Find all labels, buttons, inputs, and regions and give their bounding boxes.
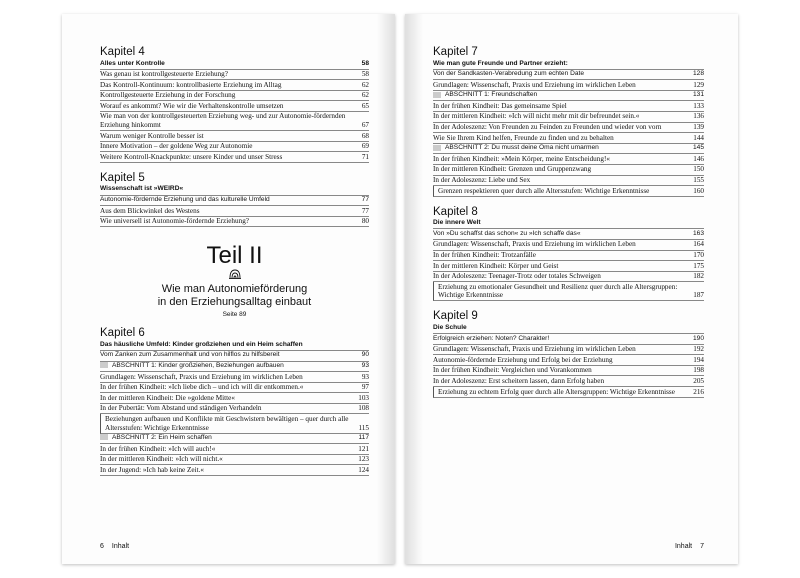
- chapter-heading: Kapitel 8: [433, 205, 478, 218]
- toc-entry-page: 190: [692, 334, 704, 342]
- toc-entry-page: 97: [361, 383, 369, 392]
- page-number: 7: [700, 543, 704, 550]
- toc-entry: [433, 366, 704, 377]
- toc-entry: [433, 229, 704, 240]
- toc-entry: [100, 80, 369, 91]
- toc-entry: [100, 142, 369, 153]
- toc-entry-text: Alles unter Kontrolle: [100, 59, 165, 67]
- toc-entry-title: [433, 60, 704, 69]
- toc-entry-title: [100, 60, 362, 69]
- toc-entry-page: 205: [693, 376, 704, 385]
- toc-entry: [433, 70, 704, 81]
- toc-entry-page: 128: [692, 70, 704, 78]
- toc-list: [100, 185, 369, 227]
- toc-entry-title: [433, 345, 693, 354]
- toc-entry-title: [100, 341, 369, 350]
- toc-entry: [100, 101, 369, 112]
- toc-entry-page: 58: [361, 59, 369, 67]
- toc-entry: [433, 251, 704, 262]
- toc-entry: [433, 219, 704, 230]
- toc-entry-page: 108: [358, 404, 369, 413]
- summary-entry: [100, 414, 369, 433]
- toc-entry-text: Grundlagen: Wissenschaft, Praxis und Erziehung im wirklichen Leben: [433, 80, 636, 89]
- toc-entry: [100, 185, 369, 196]
- toc-entry-page: 175: [693, 261, 704, 270]
- summary-entry: [433, 387, 704, 398]
- section-marker-icon: [433, 92, 441, 98]
- toc-entry-text: In der frühen Kindheit: »Ich will auch!«: [100, 444, 216, 453]
- toc-entry-page: 182: [693, 272, 704, 281]
- toc-entry-page: 90: [361, 351, 369, 359]
- toc-entry-page: 139: [693, 123, 704, 132]
- toc-entry-text: In der Jugend: »Ich hab keine Zeit.«: [100, 465, 204, 474]
- toc-entry-title: [433, 176, 693, 185]
- toc-entry: [433, 59, 704, 70]
- toc-entry-text: Autonomie-fördernde Erziehung und das kulturelle Umfeld: [100, 196, 270, 204]
- toc-list: [433, 219, 704, 302]
- toc-entry-title: [433, 335, 693, 344]
- toc-entry-title: [433, 377, 693, 386]
- toc-entry-text: Vom Zanken zum Zusammenhalt und von hilflos zu hilfsbereit: [100, 351, 280, 359]
- toc-entry: [100, 465, 369, 476]
- toc-entry-page: 163: [692, 229, 704, 237]
- toc-entry-text: In der frühen Kindheit: Vergleichen und Vorankommen: [433, 366, 592, 375]
- toc-entry-text: Von »Du schaffst das schon« zu »Ich schaffe das«: [433, 229, 581, 237]
- chapter-heading: Kapitel 4: [100, 46, 145, 58]
- toc-entry-page: 146: [693, 154, 704, 163]
- toc-entry-title: [100, 196, 362, 205]
- toc-entry: [433, 80, 704, 91]
- toc-entry-text: Kontrollgesteuerte Erziehung in der Forschung: [100, 91, 236, 100]
- toc-entry-title: [438, 283, 693, 300]
- toc-entry-title: [433, 81, 693, 90]
- toc-entry-title: [433, 155, 693, 164]
- footer-label: Inhalt: [674, 543, 693, 550]
- toc-entry-title: [433, 240, 693, 249]
- toc-entry-title: [105, 415, 358, 432]
- toc-entry-text: Wie man gute Freunde und Partner erzieht:: [433, 59, 568, 67]
- toc-entry: [100, 152, 369, 163]
- toc-entry-title: [433, 91, 693, 100]
- toc-entry-page: 71: [361, 152, 369, 161]
- toc-entry-title: [100, 394, 358, 403]
- toc-entry-page: 124: [358, 465, 369, 474]
- part-subtitle-line2: in den Erziehungsalltag einbaut: [157, 296, 312, 309]
- toc-entry: [433, 123, 704, 134]
- toc-entry-page: 131: [692, 91, 704, 99]
- toc-entry-title: [100, 445, 358, 454]
- toc-entry: [100, 206, 369, 217]
- toc-entry-title: [100, 434, 358, 443]
- toc-entry-text: In der Pubertät: Vom Abstand und ständigen Verhandeln: [100, 404, 262, 413]
- toc-entry: [100, 217, 369, 228]
- toc-entry-text: In der Adoleszenz: Liebe und Sex: [433, 176, 531, 185]
- toc-entry-title: [433, 366, 693, 375]
- toc-entry-title: [433, 230, 693, 239]
- toc-entry-page: 77: [361, 196, 369, 204]
- summary-entry: [433, 282, 704, 301]
- toc-entry: [100, 372, 369, 383]
- toc-entry-text: In der frühen Kindheit: Trotzanfälle: [433, 251, 536, 259]
- toc-entry-title: [100, 81, 362, 90]
- toc-entry-text: ABSCHNITT 2: Ein Heim schaffen: [112, 434, 212, 442]
- toc-entry-title: [433, 251, 693, 260]
- toc-entry: [433, 176, 704, 187]
- toc-entry-page: 93: [361, 362, 369, 369]
- toc-entry-page: 216: [693, 387, 704, 396]
- toc-entry: [100, 91, 369, 102]
- toc-entry-text: In der frühen Kindheit: Das gemeinsame Spiel: [433, 101, 567, 110]
- toc-entry: [433, 323, 704, 334]
- toc-entry-text: Wissenschaft ist »WEIRD«: [100, 185, 184, 193]
- toc-entry-text: In der mittleren Kindheit: Körper und Geist: [433, 261, 559, 270]
- toc-entry-title: [100, 404, 358, 413]
- toc-entry: [100, 196, 369, 207]
- toc-entry-title: [100, 91, 362, 100]
- part-page: Seite 89: [222, 311, 247, 319]
- toc-entry-text: Weitere Kontroll-Knackpunkte: unsere Kinder und unser Stress: [100, 152, 283, 161]
- toc-entry: [100, 393, 369, 404]
- toc-entry-title: [100, 112, 362, 129]
- toc-entry: [433, 334, 704, 345]
- toc-entry: [100, 383, 369, 394]
- toc-entry: [433, 345, 704, 356]
- toc-list: [100, 59, 369, 163]
- toc-entry-title: [433, 112, 693, 121]
- toc-entry-text: In der Adoleszenz: Von Freunden zu Feinden zu Freunden und wieder von vorn: [433, 123, 662, 132]
- toc-entry-text: Von der Sandkasten-Verabredung zum echten Date: [433, 70, 585, 78]
- toc-entry-text: Beziehungen aufbauen und Konflikte mit Geschwistern bewältigen – quer durch alle Altersstufen: Wichtige Erkenntnisse: [105, 414, 349, 432]
- toc-entry-page: 69: [361, 142, 369, 151]
- toc-entry-page: 160: [693, 186, 704, 195]
- toc-entry: [433, 272, 704, 283]
- toc-entry: [100, 59, 369, 70]
- toc-entry-text: Wie man von der kontrollgesteuerten Erziehung weg- und zur Autonomie-fördernden Erziehung hinkommt: [100, 112, 346, 130]
- toc-entry-text: Erfolgreich erziehen: Noten? Charakter!: [433, 334, 550, 342]
- toc-entry-title: [433, 356, 693, 365]
- toc-entry: [433, 154, 704, 165]
- toc-entry-page: 115: [358, 423, 369, 432]
- toc-entry-title: [100, 132, 362, 141]
- toc-entry-page: 170: [693, 251, 704, 259]
- section-entry: [100, 434, 369, 445]
- section-entry: [100, 362, 369, 373]
- toc-entry-page: 145: [692, 144, 704, 152]
- gutter-shadow: [405, 14, 423, 564]
- toc-entry-title: [433, 102, 693, 111]
- toc-entry-title: [100, 217, 362, 226]
- toc-entry-text: In der frühen Kindheit: »Mein Körper, meine Entscheidung!«: [433, 154, 610, 163]
- gutter-shadow: [377, 14, 395, 564]
- toc-entry-page: 123: [358, 455, 369, 464]
- toc-entry-text: In der Adoleszenz: Teenager-Trotz oder totales Schweigen: [433, 272, 601, 281]
- toc-entry-title: [100, 455, 358, 464]
- page-number: 6: [100, 543, 104, 550]
- toc-entry-text: Erziehung zu echtem Erfolg quer durch alle Altersgruppen: Wichtige Erkenntnisse: [438, 387, 675, 396]
- toc-entry-text: Erziehung zu emotionaler Gesundheit und Resilienz quer durch alle Altersgruppen: Wichtige Erkenntnisse: [438, 282, 678, 300]
- toc-entry-text: ABSCHNITT 1: Freundschaften: [445, 91, 538, 99]
- toc-entry-title: [433, 272, 693, 281]
- toc-entry-page: 68: [361, 131, 369, 140]
- toc-entry-title: [100, 351, 362, 360]
- toc-entry-text: Die Schule: [433, 323, 467, 331]
- toc-entry: [433, 133, 704, 144]
- toc-entry: [100, 131, 369, 142]
- toc-entry-page: 65: [361, 101, 369, 110]
- toc-entry-page: 198: [693, 366, 704, 375]
- toc-entry-page: 77: [361, 206, 369, 215]
- toc-entry: [100, 351, 369, 362]
- toc-entry-title: [433, 144, 693, 153]
- section-entry: [433, 144, 704, 155]
- toc-entry-text: Was genau ist kontrollgesteuerte Erziehung?: [100, 70, 228, 79]
- toc-entry-title: [438, 187, 693, 196]
- toc-list: [100, 340, 369, 476]
- toc-list: [433, 59, 704, 197]
- toc-entry-text: Autonomie-fördernde Erziehung und Erfolg bei der Erziehung: [433, 355, 613, 364]
- part-title-block: [100, 243, 369, 318]
- toc-entry-text: ABSCHNITT 1: Kinder großziehen, Beziehungen aufbauen: [112, 362, 284, 369]
- toc-entry-page: 144: [693, 133, 704, 142]
- section-entry: [433, 91, 704, 102]
- toc-entry-page: 129: [693, 80, 704, 89]
- toc-entry: [433, 240, 704, 251]
- toc-entry-title: [100, 362, 362, 371]
- toc-entry-title: [433, 324, 704, 333]
- toc-entry-title: [100, 185, 369, 194]
- toc-entry-text: In der mittleren Kindheit: »Ich will nicht mehr mit dir befreundet sein.«: [433, 112, 640, 121]
- toc-entry: [100, 455, 369, 466]
- toc-entry-text: ABSCHNITT 2: Du musst deine Oma nicht umarmen: [445, 144, 599, 152]
- toc-entry-page: 117: [358, 434, 369, 442]
- toc-entry-title: [100, 153, 362, 162]
- chapter-heading: Kapitel 9: [433, 310, 478, 323]
- toc-entry-text: Die innere Welt: [433, 219, 481, 227]
- chapter-heading: Kapitel 6: [100, 327, 145, 340]
- part-subtitle-line1: Wie man Autonomieförderung: [161, 283, 308, 296]
- chapter-heading: Kapitel 7: [433, 46, 478, 58]
- toc-entry-page: 155: [693, 176, 704, 185]
- toc-entry-text: Grundlagen: Wissenschaft, Praxis und Erziehung im wirklichen Leben: [100, 372, 303, 381]
- toc-entry-text: Warum weniger Kontrolle besser ist: [100, 131, 204, 140]
- toc-entry: [100, 444, 369, 455]
- toc-entry-page: 133: [693, 101, 704, 110]
- toc-entry-text: In der frühen Kindheit: »Ich liebe dich – und ich will dir entkommen.«: [100, 383, 304, 392]
- toc-entry-page: 58: [361, 70, 369, 79]
- toc-entry-text: Das Kontroll-Kontinuum: kontrollbasierte Erziehung im Alltag: [100, 80, 282, 89]
- toc-entry-text: Grundlagen: Wissenschaft, Praxis und Erziehung im wirklichen Leben: [433, 345, 636, 354]
- toc-entry: [100, 112, 369, 131]
- toc-entry-title: [433, 134, 693, 143]
- toc-entry: [100, 70, 369, 81]
- toc-entry-title: [100, 70, 362, 79]
- toc-entry-title: [100, 373, 362, 382]
- toc-entry-page: 192: [693, 345, 704, 354]
- toc-entry: [433, 112, 704, 123]
- page-footer: [667, 543, 704, 550]
- toc-entry-text: Das häusliche Umfeld: Kinder großziehen und ein Heim schaffen: [100, 340, 303, 348]
- toc-entry-text: Grundlagen: Wissenschaft, Praxis und Erziehung im wirklichen Leben: [433, 240, 636, 249]
- section-marker-icon: [100, 362, 108, 368]
- section-marker-icon: [100, 434, 108, 440]
- toc-entry: [433, 355, 704, 366]
- left-page: [62, 14, 395, 564]
- toc-entry-page: 103: [358, 393, 369, 402]
- toc-entry-text: Worauf es ankommt? Wie wir die Verhaltenskontrolle umsetzen: [100, 101, 284, 110]
- toc-entry-title: [433, 70, 693, 79]
- toc-list: [433, 323, 704, 397]
- toc-entry-page: 62: [361, 91, 369, 100]
- toc-entry-page: 93: [361, 372, 369, 381]
- ornament-icon: [100, 269, 369, 283]
- toc-entry-text: Grenzen respektieren quer durch alle Altersstufen: Wichtige Erkenntnisse: [438, 186, 650, 195]
- right-page: [405, 14, 738, 564]
- left-content: [100, 46, 369, 476]
- toc-entry-text: Innere Motivation – der goldene Weg zur Autonomie: [100, 142, 253, 151]
- page-footer: [100, 543, 137, 550]
- footer-label: Inhalt: [111, 543, 130, 550]
- toc-entry-title: [100, 102, 362, 111]
- toc-entry-page: 150: [693, 165, 704, 174]
- toc-entry-text: Aus dem Blickwinkel des Westens: [100, 206, 200, 215]
- toc-entry-text: In der mittleren Kindheit: Grenzen und Gruppenzwang: [433, 165, 592, 174]
- toc-entry: [433, 376, 704, 387]
- chapter-heading: Kapitel 5: [100, 171, 145, 184]
- toc-entry-title: [100, 466, 358, 475]
- toc-entry: [433, 261, 704, 272]
- toc-entry-title: [433, 165, 693, 174]
- summary-entry: [433, 186, 704, 197]
- toc-entry: [433, 165, 704, 176]
- toc-entry-text: In der mittleren Kindheit: »Ich will nicht.«: [100, 455, 223, 464]
- toc-entry-text: In der mittleren Kindheit: Die »goldene Mitte«: [100, 393, 235, 402]
- section-marker-icon: [433, 145, 441, 151]
- toc-entry: [100, 404, 369, 415]
- toc-entry-title: [433, 219, 704, 228]
- toc-entry-title: [438, 388, 693, 397]
- right-content: [433, 46, 704, 398]
- toc-entry-page: 136: [693, 112, 704, 121]
- toc-entry-title: [100, 142, 362, 151]
- toc-entry-title: [100, 383, 362, 392]
- toc-entry: [100, 340, 369, 351]
- toc-entry-text: In der Adoleszenz: Erst scheitern lassen, dann Erfolg haben: [433, 376, 605, 385]
- toc-entry-title: [100, 207, 362, 216]
- part-title: Teil II: [206, 242, 263, 270]
- toc-entry-text: Wie Sie Ihrem Kind helfen, Freunde zu finden und zu behalten: [433, 133, 614, 142]
- toc-entry-page: 62: [361, 80, 369, 89]
- toc-entry: [433, 101, 704, 112]
- toc-entry-title: [433, 123, 693, 132]
- toc-entry-page: 80: [361, 217, 369, 226]
- toc-entry-page: 194: [693, 355, 704, 364]
- toc-entry-text: Wie universell ist Autonomie-fördernde Erziehung?: [100, 217, 250, 226]
- toc-entry-page: 67: [361, 121, 369, 130]
- toc-entry-title: [433, 262, 693, 271]
- toc-entry-page: 121: [358, 444, 369, 453]
- toc-entry-page: 187: [693, 291, 704, 300]
- toc-entry-page: 164: [693, 240, 704, 249]
